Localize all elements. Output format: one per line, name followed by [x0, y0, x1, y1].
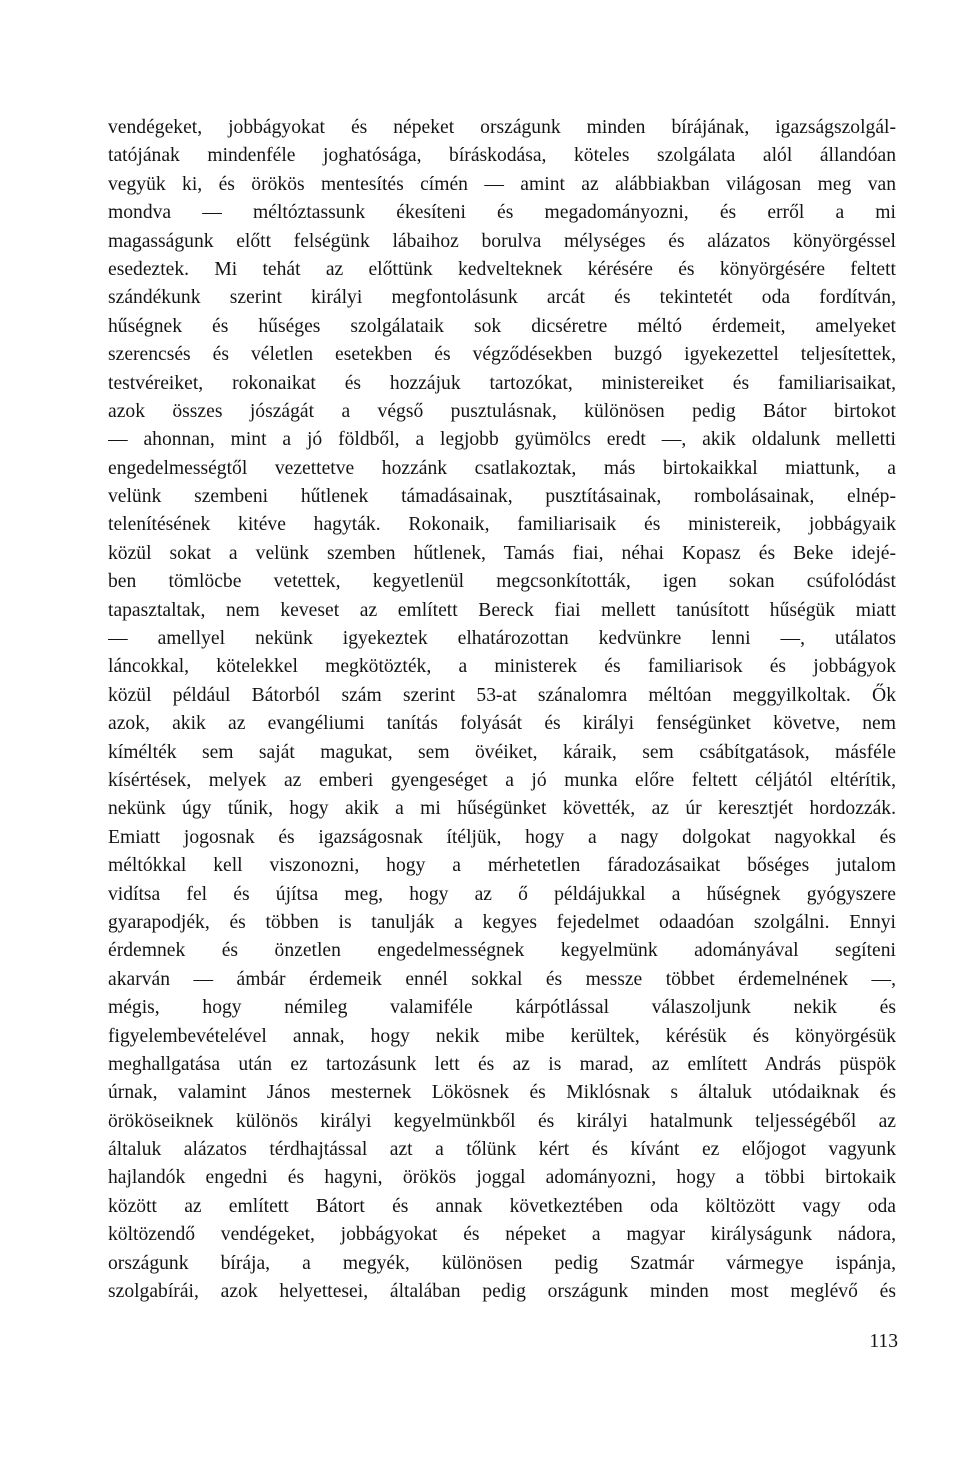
text-line: nekünk úgy tűnik, hogy akik a mi hűségünket követték, az úr keresztjét hordozzák. [108, 798, 896, 820]
text-line: úrnak, valamint János mesternek Lökösnek és Miklósnak s általuk utódaiknak és [108, 1082, 896, 1104]
text-line: esedeztek. Mi tehát az előttünk kedvelteknek kérésére és könyörgésére feltett [108, 258, 896, 280]
text-line: meghallgatása után ez tartozásunk lett és az is marad, az említett András püspök [108, 1053, 896, 1075]
text-line: — ahonnan, mint a jó földből, a legjobb gyümölcs eredt —, akik oldalunk melletti [108, 429, 896, 451]
text-line: kímélték sem saját magukat, sem övéiket, káraik, sem csábítgatások, másféle [108, 741, 896, 763]
text-line: hűségnek és hűséges szolgálataik sok dicséretre méltó érdemeit, amelyeket [108, 315, 896, 337]
text-line: mondva — méltóztassunk ékesíteni és megadományozni, és erről a mi [108, 202, 896, 224]
page-number: 113 [869, 1331, 898, 1352]
text-line: figyelembevételével annak, hogy nekik mibe kerültek, kérésük és könyörgésük [108, 1025, 896, 1047]
body-text [108, 114, 896, 1306]
text-line: tapasztaltak, nem keveset az említett Bereck fiai mellett tanúsított hűségük miatt [108, 599, 896, 621]
text-line: tatójának mindenféle joghatósága, bíráskodása, köteles szolgálata alól állandóan [108, 145, 896, 167]
text-line: érdemnek és önzetlen engedelmességnek kegyelmünk adományával segíteni [108, 940, 896, 962]
text-line: méltókkal kell viszonozni, hogy a mérhetetlen fáradozásaikat bőséges jutalom [108, 855, 896, 877]
text-line: közül például Bátorból szám szerint 53-at szánalomra méltóan meggyilkoltak. Ők [108, 684, 896, 706]
text-line: hajlandók engedni és hagyni, örökös joggal adományozni, hogy a többi birtokaik [108, 1167, 896, 1189]
text-line: szerencsés és véletlen esetekben és végződésekben buzgó igyekezettel teljesítettek, [108, 344, 896, 366]
text-line: mégis, hogy némileg valamiféle kárpótlással válaszoljunk nekik és [108, 997, 896, 1019]
text-line: engedelmességtől vezettetve hozzánk csatlakoztak, más birtokaikkal miattunk, a [108, 457, 896, 479]
text-line: láncokkal, kötelekkel megkötözték, a ministerek és familiarisok és jobbágyok [108, 656, 896, 678]
text-line: akarván — ámbár érdemeik ennél sokkal és messze többet érdemelnének —, [108, 968, 896, 990]
text-line: általuk alázatos térdhajtással azt a tőlünk kért és kívánt ez előjogot vagyunk [108, 1139, 896, 1161]
text-line: velünk szembeni hűtlenek támadásainak, pusztításainak, rombolásainak, elnép- [108, 486, 896, 508]
text-line: örököseiknek különös királyi kegyelmünkből és királyi hatalmunk teljességéből az [108, 1110, 896, 1132]
text-line: gyarapodjék, és többen is tanulják a kegyes fejedelmet odaadóan szolgálni. Ennyi [108, 911, 896, 933]
text-line: kísértések, melyek az emberi gyengeséget a jó munka előre feltett céljától eltérítik, [108, 769, 896, 791]
text-line: testvéreiket, rokonaikat és hozzájuk tartozókat, ministereiket és familiarisaikat, [108, 372, 896, 394]
text-line: azok összes jószágát a végső pusztulásnak, különösen pedig Bátor birtokot [108, 400, 896, 422]
text-line: telenítésének kitéve hagyták. Rokonaik, familiarisaik és ministereik, jobbágyaik [108, 514, 896, 536]
text-line: vidítsa fel és újítsa meg, hogy az ő példájukkal a hűségnek gyógyszere [108, 883, 896, 905]
text-line: azok, akik az evangéliumi tanítás folyását és királyi fenségünket követve, nem [108, 713, 896, 735]
text-line: ben tömlöcbe vetettek, kegyetlenül megcsonkították, igen sokan csúfolódást [108, 571, 896, 593]
text-line: Emiatt jogosnak és igazságosnak ítéljük, hogy a nagy dolgokat nagyokkal és [108, 826, 896, 848]
text-line: költözendő vendégeket, jobbágyokat és népeket a magyar királyságunk nádora, [108, 1224, 896, 1246]
text-line: vegyük ki, és örökös mentesítés címén — amint az alábbiakban világosan meg van [108, 173, 896, 195]
text-line: vendégeket, jobbágyokat és népeket országunk minden bírájának, igazságszolgál- [108, 117, 896, 138]
text-line: szándékunk szerint királyi megfontolásunk arcát és tekintetét oda fordítván, [108, 287, 896, 309]
text-line: — amellyel nekünk igyekeztek elhatározottan kedvünkre lenni —, utálatos [108, 628, 896, 650]
text-line: szolgabírái, azok helyettesei, általában pedig országunk minden most meglévő és [108, 1281, 896, 1303]
text-line: közül sokat a velünk szemben hűtlenek, Tamás fiai, néhai Kopasz és Beke idejé- [108, 542, 896, 564]
text-line: között az említett Bátort és annak következtében oda költözött vagy oda [108, 1195, 896, 1217]
text-line: országunk bírája, a megyék, különösen pedig Szatmár vármegye ispánja, [108, 1252, 896, 1274]
text-line: magasságunk előtt felségünk lábaihoz borulva mélységes és alázatos könyörgéssel [108, 230, 896, 252]
